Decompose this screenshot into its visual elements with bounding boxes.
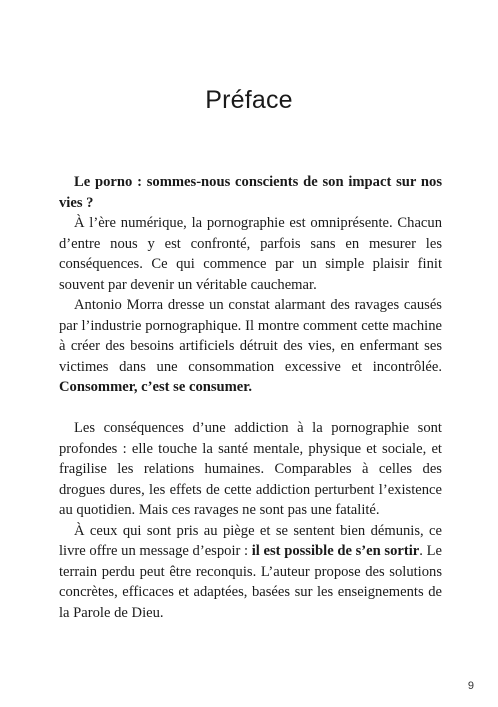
preface-body [59,172,442,623]
paragraph-2-text: Antonio Morra dresse un constat alarmant des ravages causés par l’industrie pornographique. Il montre comment cette machine à créer des besoins artificiels détruit des vies, en enfermant ses victimes dans une consommation excessive et incontrôlée. [59,297,442,375]
paragraph-3: Les conséquences d’une addiction à la pornographie sont profondes : elle touche la santé mentale, physique et sociale, et fragilise les relations humaines. Comparables à celles des drogues dures, les effets de cette addiction perturbent l’existence au quotidien. Mais ces ravages ne sont pas une fatalité. [59,420,442,518]
bold-heading: Le porno : sommes-nous conscients de son impact sur nos vies ? [59,174,442,211]
paragraph-4-start: À ceux qui sont pris au piège et se sentent bien démunis, ce livre offre un message d’espoir : [59,522,442,559]
paragraph-1: À l’ère numérique, la pornographie est omniprésente. Chacun d’entre nous y est confronté, parfois sans en mesurer les conséquences. Ce qui commence par un simple plaisir finit souvent par devenir un véritable cauchemar. [59,215,442,293]
page-title: Préface [205,86,293,114]
paragraph-2-bold: Consommer, c’est se consumer. [59,379,253,395]
paragraph-4-end: . Le terrain perdu peut être reconquis. L’auteur propose des solutions concrètes, efficaces et adaptées, basées sur les enseignements de la Parole de Dieu. [59,543,442,621]
paragraph-2 [59,295,442,398]
page-number: 9 [467,680,474,692]
paragraph-4-bold: il est possible de s’en sortir [251,543,420,559]
paragraph-4 [59,521,442,624]
heading-paragraph [59,172,442,213]
